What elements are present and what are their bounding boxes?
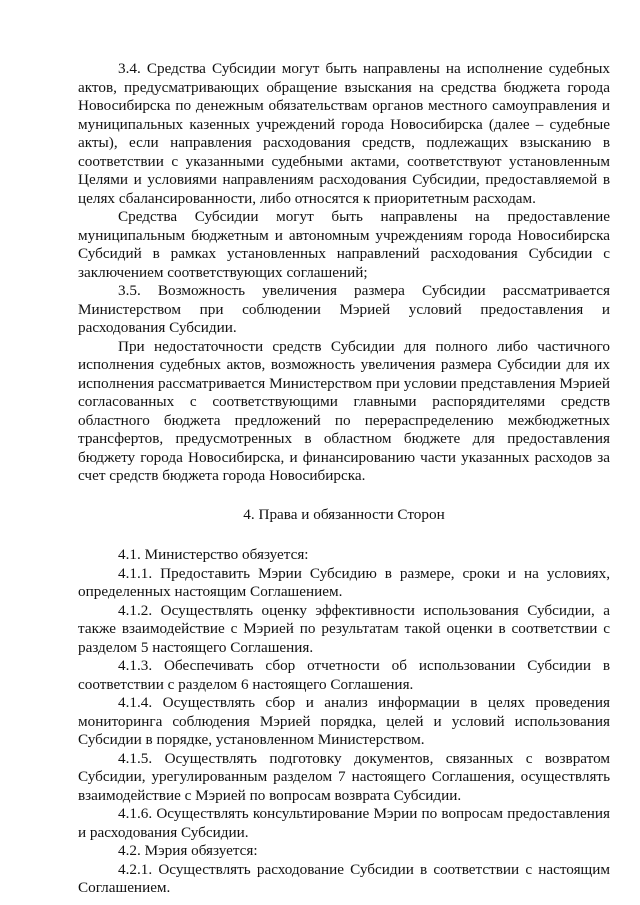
paragraph-4-1-4: 4.1.4. Осуществлять сбор и анализ информации в целях проведения мониторинга соблюдения Мэрией порядка, целей и условий использования Субсидии в порядке, установленном Министерством.	[78, 694, 610, 748]
paragraph-3-4: 3.4. Средства Субсидии могут быть направлены на исполнение судебных актов, предусматривающих обращение взыскания на средства бюджета города Новосибирска по денежным обязательствам органов местного самоуправления и муниципальных казенных учреждений города Новосибирска (далее – судебные акты), если направления расходования средств, подлежащих взысканию в соответствии с указанными судебными актами, соответствуют установленным Целями и условиями направлениям расходования Субсидии, предоставляемой в целях сбалансированности, либо относятся к приоритетным расходам.	[78, 60, 610, 207]
paragraph-3-5-insufficiency: При недостаточности средств Субсидии для полного либо частичного исполнения судебных актов, возможность увеличения размера Субсидии для их исполнения рассматривается Министерством при условии представления Мэрией согласованных с соответствующими главными распорядителями средств областного бюджета предложений по перераспределению межбюджетных трансфертов, предусмотренных в областном бюджете для предоставления бюджету города Новосибирска, и финансированию части указанных расходов за счет средств бюджета города Новосибирска.	[78, 337, 610, 484]
paragraph-4-1-1: 4.1.1. Предоставить Мэрии Субсидию в размере, сроки и на условиях, определенных настоящим Соглашением.	[78, 564, 610, 600]
paragraph-4-1-3: 4.1.3. Обеспечивать сбор отчетности об использовании Субсидии в соответствии с разделом 6 настоящего Соглашения.	[78, 657, 610, 693]
document-page	[78, 60, 610, 898]
section-title: 4. Права и обязанности Сторон	[243, 505, 445, 523]
paragraph-4-2-1: 4.2.1. Осуществлять расходование Субсидии в соответствии с настоящим Соглашением.	[78, 860, 610, 896]
paragraph-3-4-subsidies: Средства Субсидии могут быть направлены на предоставление муниципальным бюджетным и автономным учреждениям города Новосибирска Субсидий в рамках установленных направлений расходования Субсидии с заключением соответствующих соглашений;	[78, 208, 610, 281]
paragraph-4-1-2: 4.1.2. Осуществлять оценку эффективности использования Субсидии, а также взаимодействие с Мэрией по результатам такой оценки в соответствии с разделом 5 настоящего Соглашения.	[78, 601, 610, 656]
paragraph-4-1-5: 4.1.5. Осуществлять подготовку документов, связанных с возвратом Субсидии, урегулированным разделом 7 настоящего Соглашения, осуществлять взаимодействие с Мэрией по вопросам возврата Субсидии.	[78, 749, 610, 804]
paragraph-4-2: 4.2. Мэрия обязуется:	[118, 842, 258, 859]
paragraph-4-1-6: 4.1.6. Осуществлять консультирование Мэрии по вопросам предоставления и расходования Субсидии.	[78, 805, 610, 841]
paragraph-3-5: 3.5. Возможность увеличения размера Субсидии рассматривается Министерством при соблюдении Мэрией условий предоставления и расходования Субсидии.	[78, 282, 610, 336]
paragraph-4-1: 4.1. Министерство обязуется:	[118, 546, 309, 563]
